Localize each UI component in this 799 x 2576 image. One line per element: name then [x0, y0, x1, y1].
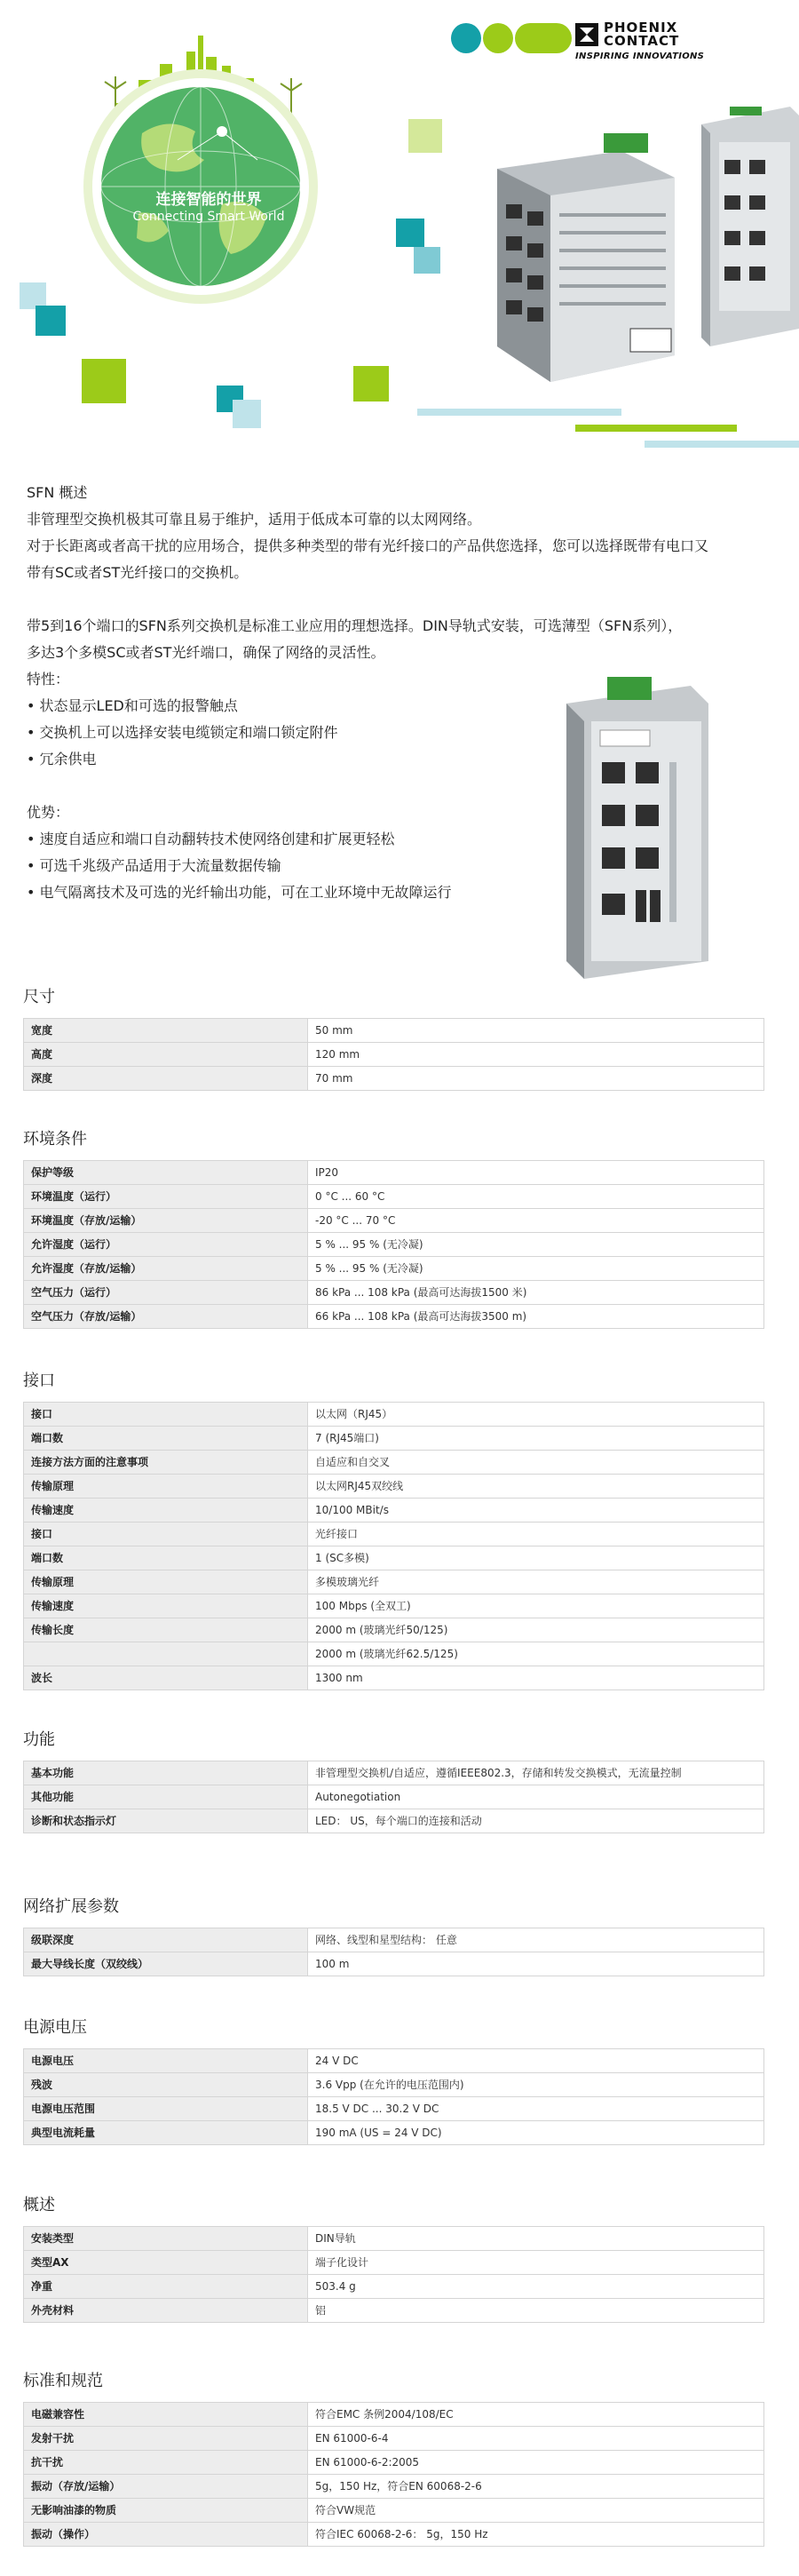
spec-value: 5g，150 Hz，符合EN 60068-2-6 — [308, 2475, 764, 2499]
feature-item: • 冗余供电 — [27, 746, 781, 773]
spec-value: 符合VW规范 — [308, 2499, 764, 2523]
spec-section-power — [23, 2015, 764, 2145]
deco-square — [408, 119, 442, 153]
spec-value: 10/100 MBit/s — [308, 1499, 764, 1523]
spec-value: 1 (SC多模) — [308, 1546, 764, 1570]
section-title: 接口 — [23, 1371, 55, 1390]
spec-key: 基本功能 — [24, 1761, 308, 1785]
section-title: 环境条件 — [23, 1130, 87, 1149]
spec-value: 66 kPa ... 108 kPa (最高可达海拔3500 m) — [308, 1305, 764, 1329]
spec-table — [23, 2226, 764, 2323]
feature-item: • 交换机上可以选择安装电缆锁定和端口锁定附件 — [27, 720, 781, 746]
spec-key: 类型AX — [24, 2251, 308, 2275]
spec-section-environment — [23, 1126, 764, 1329]
spec-value: 2000 m (玻璃光纤50/125) — [308, 1618, 764, 1642]
spec-row — [24, 1785, 764, 1809]
spec-row — [24, 2403, 764, 2427]
logo-tagline: INSPIRING INNOVATIONS — [575, 52, 705, 61]
banner-title: 连接智能的世界 — [155, 191, 262, 209]
section-title: 电源电压 — [23, 2018, 87, 2037]
spec-value: 3.6 Vpp (在允许的电压范围内) — [308, 2073, 764, 2097]
spec-section-network — [23, 1894, 764, 1976]
spec-table — [23, 1928, 764, 1976]
advantage-item: • 可选千兆级产品适用于大流量数据传输 — [27, 853, 781, 879]
spec-value: 非管理型交换机/自适应，遵循IEEE802.3，存储和转发交换模式，无流量控制 — [308, 1761, 764, 1785]
spec-value: 7 (RJ45端口) — [308, 1427, 764, 1451]
spec-row — [24, 2427, 764, 2451]
spec-value: 光纤接口 — [308, 1523, 764, 1546]
spec-value: EN 61000-6-4 — [308, 2427, 764, 2451]
section-title: 网络扩展参数 — [23, 1897, 119, 1916]
phoenix-contact-logo — [575, 21, 785, 61]
spec-row — [24, 1666, 764, 1690]
overview-text: 多达3个多模SC或者ST光纤端口，确保了网络的灵活性。 — [27, 644, 385, 661]
spec-key: 最大导线长度（双绞线） — [24, 1952, 308, 1976]
spec-value: 1300 nm — [308, 1666, 764, 1690]
spec-value: 以太网（RJ45） — [308, 1403, 764, 1427]
spec-key: 其他功能 — [24, 1785, 308, 1809]
spec-value: 端子化设计 — [308, 2251, 764, 2275]
deco-square — [396, 219, 424, 247]
spec-row — [24, 2073, 764, 2097]
spec-table — [23, 2048, 764, 2145]
deco-square — [233, 400, 261, 428]
logo-mark-icon — [575, 23, 598, 46]
deco-square — [353, 366, 389, 402]
spec-value: 100 Mbps (全双工) — [308, 1594, 764, 1618]
spec-key: 抗干扰 — [24, 2451, 308, 2475]
spec-key: 无影响油漆的物质 — [24, 2499, 308, 2523]
spec-value: 多模玻璃光纤 — [308, 1570, 764, 1594]
overview-text: 对于长距离或者高干扰的应用场合，提供多种类型的带有光纤接口的产品供您选择，您可以选择既带有电口又 — [27, 537, 709, 554]
spec-row — [24, 2227, 764, 2251]
spec-key: 振动（存放/运输） — [24, 2475, 308, 2499]
logo-brand-line2: CONTACT — [604, 33, 680, 49]
spec-value: 503.4 g — [308, 2275, 764, 2299]
switch-product-image — [497, 107, 799, 391]
spec-row — [24, 1281, 764, 1305]
spec-key: 接口 — [24, 1523, 308, 1546]
spec-key — [24, 1642, 308, 1666]
spec-value: 50 mm — [308, 1019, 764, 1043]
spec-row — [24, 2251, 764, 2275]
spec-row — [24, 1209, 764, 1233]
advantage-item: • 电气隔离技术及可选的光纤输出功能，可在工业环境中无故障运行 — [27, 879, 781, 906]
spec-value: 120 mm — [308, 1043, 764, 1067]
spec-key: 深度 — [24, 1067, 308, 1091]
spec-value: 2000 m (玻璃光纤62.5/125) — [308, 1642, 764, 1666]
spec-key: 允许湿度（存放/运输） — [24, 1257, 308, 1281]
overview-text: 带5到16个端口的SFN系列交换机是标准工业应用的理想选择。DIN导轨式安装，可选薄型（SFN系列）， — [27, 617, 683, 634]
section-title: 概述 — [23, 2196, 55, 2214]
spec-table — [23, 1402, 764, 1690]
advantage-item: • 速度自适应和端口自动翻转技术使网络创建和扩展更轻松 — [27, 826, 781, 853]
spec-key: 典型电流耗量 — [24, 2121, 308, 2145]
features-title: 特性： — [27, 671, 70, 688]
spec-key: 诊断和状态指示灯 — [24, 1809, 308, 1833]
spec-row — [24, 1594, 764, 1618]
hero-banner — [0, 0, 799, 462]
spec-row — [24, 2121, 764, 2145]
spec-key: 端口数 — [24, 1427, 308, 1451]
spec-key: 传输原理 — [24, 1475, 308, 1499]
spec-table — [23, 1018, 764, 1091]
spec-value: Autonegotiation — [308, 1785, 764, 1809]
spec-value: -20 °C ... 70 °C — [308, 1209, 764, 1233]
deco-pill — [483, 23, 513, 53]
section-title: 功能 — [23, 1730, 55, 1749]
spec-row — [24, 1067, 764, 1091]
spec-row — [24, 1257, 764, 1281]
spec-key: 电磁兼容性 — [24, 2403, 308, 2427]
spec-value: 网络、线型和星型结构： 任意 — [308, 1928, 764, 1952]
spec-value: 符合IEC 60068-2-6： 5g，150 Hz — [308, 2523, 764, 2547]
spec-section-dimensions — [23, 984, 764, 1091]
spec-value: LED： US，每个端口的连接和活动 — [308, 1809, 764, 1833]
spec-value: 符合EMC 条例2004/108/EC — [308, 2403, 764, 2427]
spec-key: 端口数 — [24, 1546, 308, 1570]
spec-key: 连接方法方面的注意事项 — [24, 1451, 308, 1475]
spec-key: 振动（操作） — [24, 2523, 308, 2547]
deco-pill — [451, 23, 481, 53]
deco-pill — [515, 23, 572, 53]
spec-section-function — [23, 1727, 764, 1833]
spec-row — [24, 2523, 764, 2547]
spec-row — [24, 1233, 764, 1257]
spec-row — [24, 1523, 764, 1546]
spec-key: 空气压力（运行） — [24, 1281, 308, 1305]
spec-row — [24, 1043, 764, 1067]
spec-key: 电源电压 — [24, 2049, 308, 2073]
spec-value: 5 % ... 95 % (无冷凝) — [308, 1233, 764, 1257]
spec-row — [24, 2275, 764, 2299]
spec-value: 24 V DC — [308, 2049, 764, 2073]
banner-subtitle: Connecting Smart World — [132, 210, 285, 224]
spec-key: 传输原理 — [24, 1570, 308, 1594]
spec-value: 铝 — [308, 2299, 764, 2323]
spec-section-general — [23, 2192, 764, 2323]
spec-row — [24, 2097, 764, 2121]
spec-row — [24, 1546, 764, 1570]
spec-row — [24, 1570, 764, 1594]
spec-value: 100 m — [308, 1952, 764, 1976]
spec-key: 传输速度 — [24, 1499, 308, 1523]
spec-row — [24, 1618, 764, 1642]
spec-row — [24, 2299, 764, 2323]
spec-row — [24, 2475, 764, 2499]
feature-item: • 状态显示LED和可选的报警触点 — [27, 693, 781, 720]
spec-key: 安装类型 — [24, 2227, 308, 2251]
section-title: 标准和规范 — [23, 2372, 103, 2390]
advantages-title: 优势： — [27, 804, 70, 821]
deco-stripe — [645, 441, 799, 448]
spec-value: 0 °C ... 60 °C — [308, 1185, 764, 1209]
spec-value: 86 kPa ... 108 kPa (最高可达海拔1500 米) — [308, 1281, 764, 1305]
spec-row — [24, 2499, 764, 2523]
spec-key: 传输速度 — [24, 1594, 308, 1618]
spec-key: 残波 — [24, 2073, 308, 2097]
spec-table — [23, 1761, 764, 1833]
overview-text: 带有SC或者ST光纤接口的交换机。 — [27, 564, 249, 581]
spec-section-interface — [23, 1368, 764, 1690]
spec-key: 宽度 — [24, 1019, 308, 1043]
spec-row — [24, 1499, 764, 1523]
spec-key: 净重 — [24, 2275, 308, 2299]
spec-value: 70 mm — [308, 1067, 764, 1091]
spec-row — [24, 2049, 764, 2073]
spec-key: 环境温度（运行） — [24, 1185, 308, 1209]
spec-key: 级联深度 — [24, 1928, 308, 1952]
spec-section-standards — [23, 2368, 764, 2547]
spec-row — [24, 1952, 764, 1976]
spec-key: 空气压力（存放/运输） — [24, 1305, 308, 1329]
spec-key: 传输长度 — [24, 1618, 308, 1642]
spec-key: 保护等级 — [24, 1161, 308, 1185]
spec-value: 以太网RJ45双绞线 — [308, 1475, 764, 1499]
spec-row — [24, 1403, 764, 1427]
deco-square — [82, 359, 126, 403]
switch-front-image — [558, 677, 717, 979]
spec-key: 环境温度（存放/运输） — [24, 1209, 308, 1233]
spec-table — [23, 2402, 764, 2547]
spec-row — [24, 1761, 764, 1785]
spec-key: 高度 — [24, 1043, 308, 1067]
spec-row — [24, 1019, 764, 1043]
spec-row — [24, 1305, 764, 1329]
spec-row — [24, 1161, 764, 1185]
deco-stripe — [575, 425, 737, 432]
spec-table — [23, 1160, 764, 1329]
logo-brand-line1: PHOENIX — [604, 20, 678, 36]
spec-key: 发射干扰 — [24, 2427, 308, 2451]
spec-row — [24, 1185, 764, 1209]
spec-value: 自适应和自交叉 — [308, 1451, 764, 1475]
overview-text: 非管理型交换机极其可靠且易于维护，适用于低成本可靠的以太网网络。 — [27, 511, 482, 528]
globe-illustration — [53, 27, 346, 320]
spec-key: 电源电压范围 — [24, 2097, 308, 2121]
overview-title: SFN 概述 — [27, 484, 88, 501]
spec-row — [24, 2451, 764, 2475]
spec-value: 5 % ... 95 % (无冷凝) — [308, 1257, 764, 1281]
spec-value: 18.5 V DC ... 30.2 V DC — [308, 2097, 764, 2121]
spec-value: EN 61000-6-2:2005 — [308, 2451, 764, 2475]
spec-row — [24, 1475, 764, 1499]
section-title: 尺寸 — [23, 988, 55, 1006]
spec-row — [24, 1427, 764, 1451]
spec-key: 允许湿度（运行） — [24, 1233, 308, 1257]
deco-square — [414, 247, 440, 274]
spec-row — [24, 1451, 764, 1475]
spec-key: 接口 — [24, 1403, 308, 1427]
spec-key: 波长 — [24, 1666, 308, 1690]
spec-row — [24, 1642, 764, 1666]
spec-row — [24, 1928, 764, 1952]
deco-stripe — [417, 409, 621, 416]
spec-key: 外壳材料 — [24, 2299, 308, 2323]
spec-value: DIN导轨 — [308, 2227, 764, 2251]
spec-value: IP20 — [308, 1161, 764, 1185]
spec-row — [24, 1809, 764, 1833]
spec-value: 190 mA (US = 24 V DC) — [308, 2121, 764, 2145]
